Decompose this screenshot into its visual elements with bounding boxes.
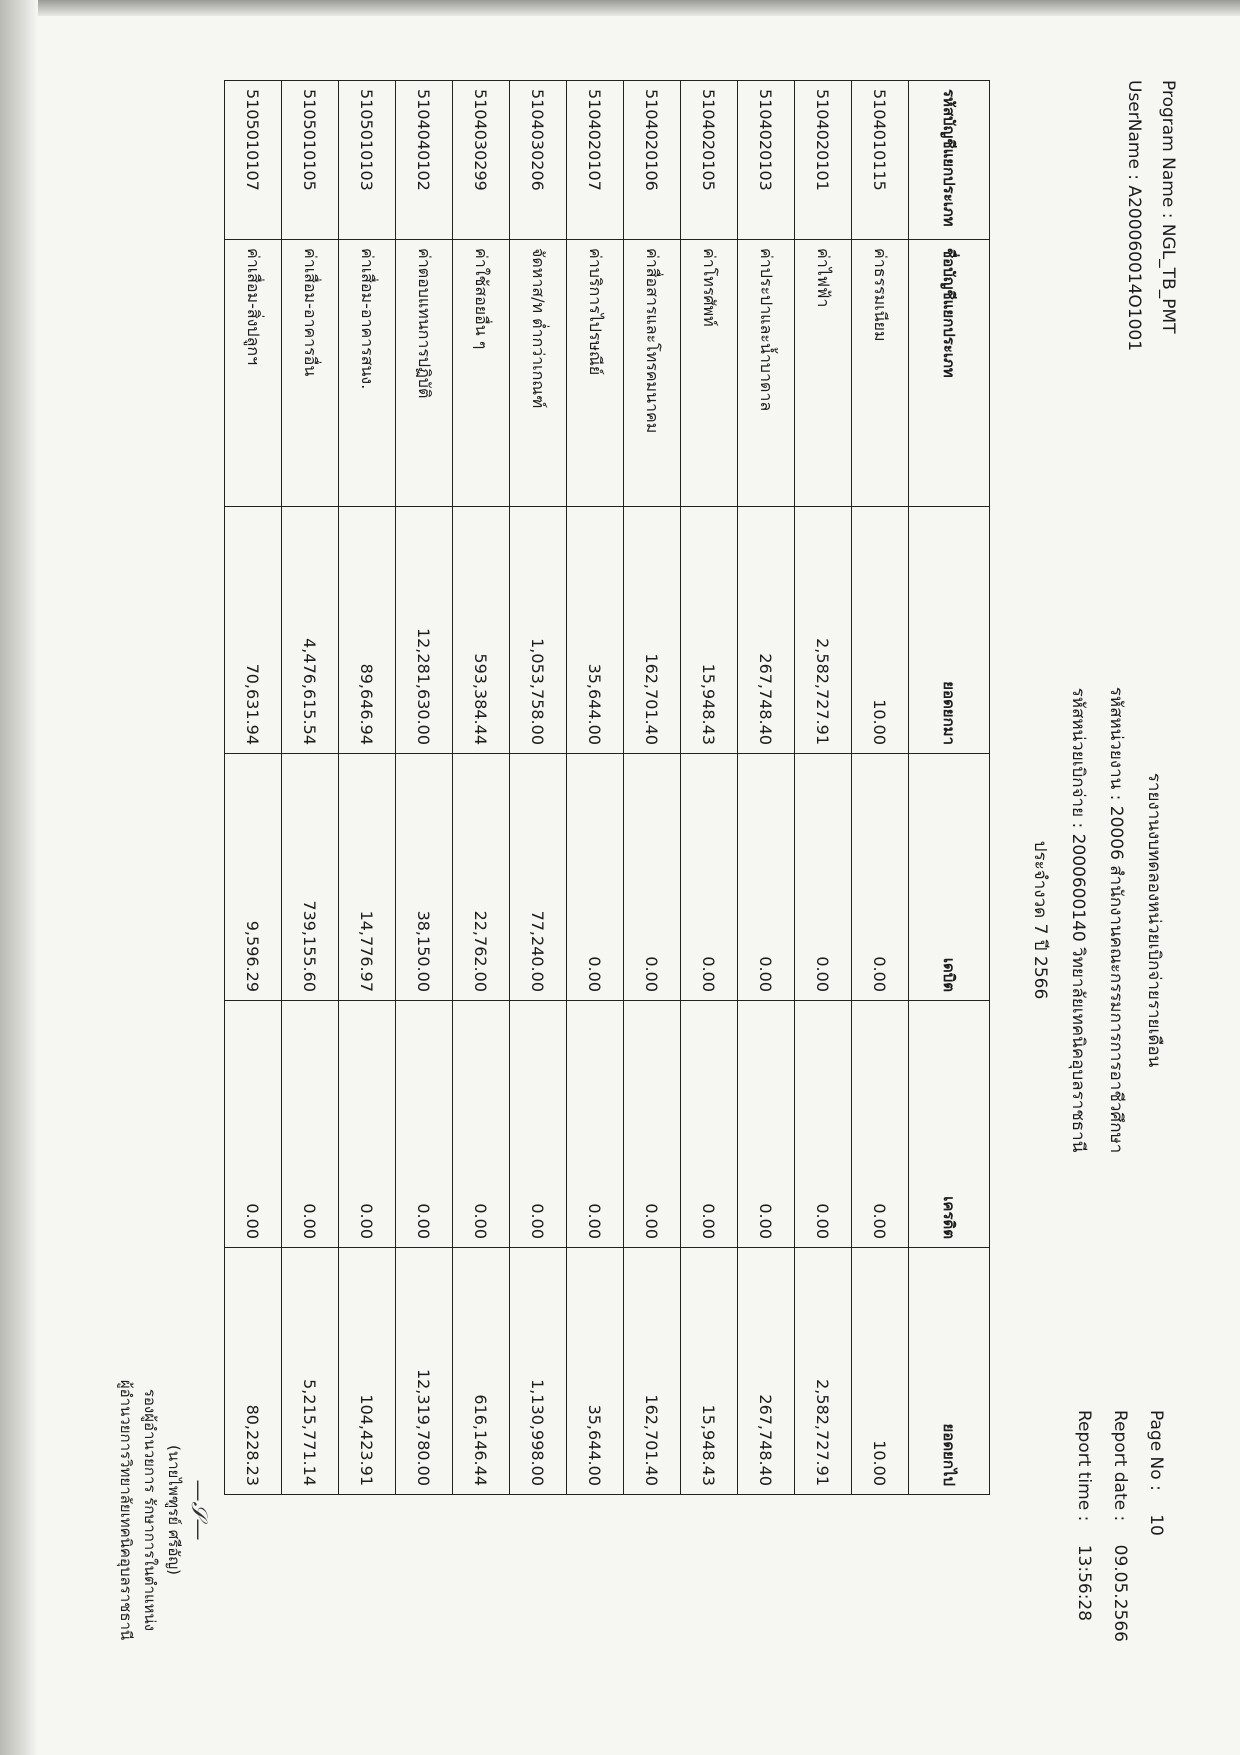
cell-credit: 0.00 xyxy=(852,1001,909,1248)
report-date: 09.05.2566 xyxy=(1110,1544,1130,1642)
col-brought-forward: ยอดยกมา xyxy=(909,507,990,754)
cell-debit: 0.00 xyxy=(624,754,681,1001)
table-row xyxy=(396,81,453,1495)
signer-title-line1: รองผู้อำนวยการ รักษาการในตำแหน่ง xyxy=(141,1388,159,1632)
page-number: 10 xyxy=(1146,1514,1166,1536)
col-account-code: รหัสบัญชีแยกประเภท xyxy=(909,81,990,240)
cell-carried-forward: 1,130,998.00 xyxy=(510,1248,567,1495)
program-name: Program Name : NGL_TB_PMT xyxy=(1158,80,1178,334)
cell-brought-forward: 70,631.94 xyxy=(225,507,282,754)
cell-debit: 38,150.00 xyxy=(396,754,453,1001)
cell-credit: 0.00 xyxy=(225,1001,282,1248)
cell-account-name: ค่าประปาและน้ำบาดาล xyxy=(738,240,795,507)
cell-account-name: ค่าบริการไปรษณีย์ xyxy=(567,240,624,507)
cell-carried-forward: 2,582,727.91 xyxy=(795,1248,852,1495)
trial-balance-table xyxy=(224,80,990,1495)
user-name: UserName : A200060014O1001 xyxy=(1124,80,1144,352)
col-carried-forward: ยอดยกไป xyxy=(909,1248,990,1495)
cell-account-code: 5104020101 xyxy=(795,81,852,240)
cell-brought-forward: 267,748.40 xyxy=(738,507,795,754)
cell-debit: 77,240.00 xyxy=(510,754,567,1001)
col-credit: เครดิต xyxy=(909,1001,990,1248)
cell-brought-forward: 1,053,758.00 xyxy=(510,507,567,754)
signature-block xyxy=(114,1300,210,1720)
cell-carried-forward: 10.00 xyxy=(852,1248,909,1495)
cell-account-code: 5104020103 xyxy=(738,81,795,240)
cell-credit: 0.00 xyxy=(795,1001,852,1248)
cell-account-name: ค่าไฟฟ้า xyxy=(795,240,852,507)
cell-carried-forward: 162,701.40 xyxy=(624,1248,681,1495)
signer-name: (นายไพฑูรย์ ศรีอัญ) xyxy=(165,1444,183,1576)
col-debit: เดบิต xyxy=(909,754,990,1001)
table-row xyxy=(567,81,624,1495)
cell-account-code: 5105010103 xyxy=(339,81,396,240)
cell-brought-forward: 15,948.43 xyxy=(681,507,738,754)
table-row xyxy=(282,81,339,1495)
cell-account-code: 5104010115 xyxy=(852,81,909,240)
page-number-label: Page No : xyxy=(1146,1410,1166,1491)
cell-account-code: 5104020105 xyxy=(681,81,738,240)
cell-account-name: ค่าตอบแทนการปฏิบัติ xyxy=(396,240,453,507)
cell-account-name: ค่าใช้สอยอื่น ๆ xyxy=(453,240,510,507)
cell-credit: 0.00 xyxy=(510,1001,567,1248)
cell-debit: 22,762.00 xyxy=(453,754,510,1001)
cell-carried-forward: 12,319,780.00 xyxy=(396,1248,453,1495)
cell-debit: 9,596.29 xyxy=(225,754,282,1001)
table-row xyxy=(453,81,510,1495)
cell-brought-forward: 2,582,727.91 xyxy=(795,507,852,754)
cell-brought-forward: 162,701.40 xyxy=(624,507,681,754)
cell-account-name: จัดหาส/ท ต่ำกว่าเกณฑ์ xyxy=(510,240,567,507)
table-row xyxy=(738,81,795,1495)
table-header-row xyxy=(909,81,990,1495)
cell-account-code: 5104040102 xyxy=(396,81,453,240)
cell-credit: 0.00 xyxy=(453,1001,510,1248)
report-date-label: Report date : xyxy=(1110,1410,1130,1522)
cell-debit: 0.00 xyxy=(738,754,795,1001)
cell-brought-forward: 35,644.00 xyxy=(567,507,624,754)
cell-brought-forward: 4,476,615.54 xyxy=(282,507,339,754)
cell-carried-forward: 35,644.00 xyxy=(567,1248,624,1495)
cell-account-name: ค่าเสื่อม-อาคารสนง. xyxy=(339,240,396,507)
report-time-row xyxy=(1074,1410,1094,1621)
cell-credit: 0.00 xyxy=(681,1001,738,1248)
cell-account-name: ค่าสื่อสารและโทรคมนาคม xyxy=(624,240,681,507)
cell-brought-forward: 10.00 xyxy=(852,507,909,754)
cell-credit: 0.00 xyxy=(339,1001,396,1248)
cell-account-code: 5104020106 xyxy=(624,81,681,240)
cell-carried-forward: 104,423.91 xyxy=(339,1248,396,1495)
cell-debit: 14,776.97 xyxy=(339,754,396,1001)
report-time-label: Report time : xyxy=(1074,1410,1094,1522)
cell-account-code: 5105010105 xyxy=(282,81,339,240)
disbursing-unit: รหัสหน่วยเบิกจ่าย : 2000600140 วิทยาลัยเทคนิคอุบลราชธานี xyxy=(1068,687,1088,1153)
cell-carried-forward: 616,146.44 xyxy=(453,1248,510,1495)
table-row xyxy=(795,81,852,1495)
cell-debit: 0.00 xyxy=(795,754,852,1001)
handwritten-signature: —𝒮— xyxy=(186,1479,211,1541)
table-row xyxy=(339,81,396,1495)
cell-brought-forward: 89,646.94 xyxy=(339,507,396,754)
cell-debit: 0.00 xyxy=(852,754,909,1001)
cell-credit: 0.00 xyxy=(567,1001,624,1248)
page-number-row xyxy=(1146,1410,1166,1536)
cell-carried-forward: 80,228.23 xyxy=(225,1248,282,1495)
table-row xyxy=(510,81,567,1495)
table-row xyxy=(624,81,681,1495)
col-account-name: ชื่อบัญชีแยกประเภท xyxy=(909,240,990,507)
report-time: 13:56:28 xyxy=(1074,1544,1094,1622)
table-row xyxy=(681,81,738,1495)
report-title: รายงานงบทดลองหน่วยเบิกจ่ายรายเดือน xyxy=(1144,772,1164,1068)
cell-carried-forward: 267,748.40 xyxy=(738,1248,795,1495)
cell-credit: 0.00 xyxy=(738,1001,795,1248)
cell-debit: 0.00 xyxy=(567,754,624,1001)
report-date-row xyxy=(1110,1410,1130,1642)
cell-account-name: ค่าธรรมเนียม xyxy=(852,240,909,507)
cell-carried-forward: 15,948.43 xyxy=(681,1248,738,1495)
signer-title-line2: ผู้อำนวยการวิทยาลัยเทคนิคอุบลราชธานี xyxy=(117,1379,135,1641)
department-code: รหัสหน่วยงาน : 20006 สำนักงานคณะกรรมการการอาชีวศึกษา xyxy=(1106,686,1126,1154)
cell-account-code: 5104030299 xyxy=(453,81,510,240)
cell-brought-forward: 12,281,630.00 xyxy=(396,507,453,754)
cell-debit: 739,155.60 xyxy=(282,754,339,1001)
table-row xyxy=(852,81,909,1495)
cell-account-code: 5105010107 xyxy=(225,81,282,240)
cell-carried-forward: 5,215,771.14 xyxy=(282,1248,339,1495)
cell-account-name: ค่าเสื่อม-อาคารอื่น xyxy=(282,240,339,507)
table-body xyxy=(225,81,909,1495)
cell-debit: 0.00 xyxy=(681,754,738,1001)
table-row xyxy=(225,81,282,1495)
cell-credit: 0.00 xyxy=(282,1001,339,1248)
cell-account-name: ค่าเสื่อม-สิ่งปลูกฯ xyxy=(225,240,282,507)
cell-account-code: 5104020107 xyxy=(567,81,624,240)
cell-account-code: 5104030206 xyxy=(510,81,567,240)
cell-account-name: ค่าโทรศัพท์ xyxy=(681,240,738,507)
cell-credit: 0.00 xyxy=(396,1001,453,1248)
report-period: ประจำงวด 7 ปี 2566 xyxy=(1030,840,1050,1000)
cell-brought-forward: 593,384.44 xyxy=(453,507,510,754)
cell-credit: 0.00 xyxy=(624,1001,681,1248)
